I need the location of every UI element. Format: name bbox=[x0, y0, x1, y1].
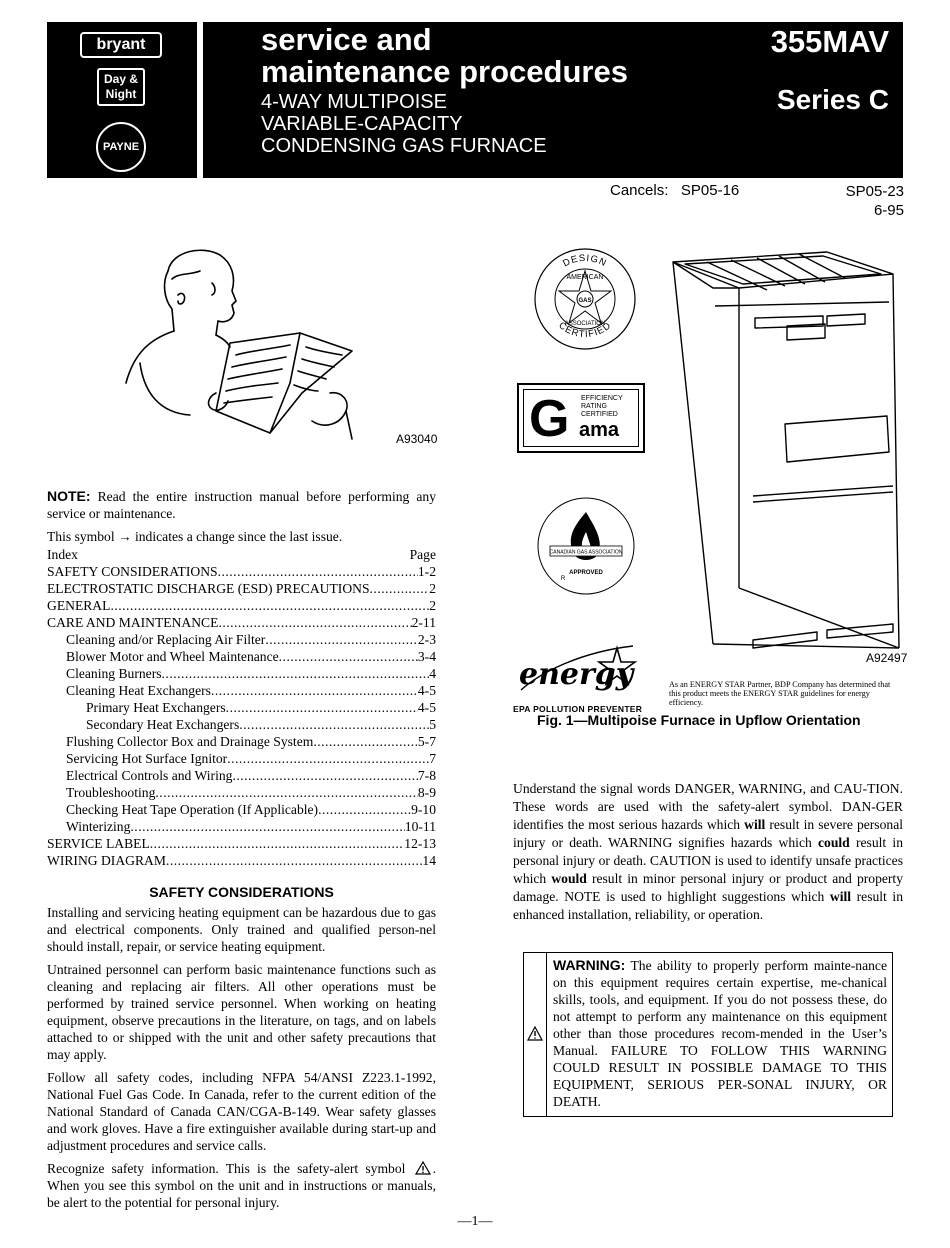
signal-text-5: result in enhanced installation, reliability, or operation. bbox=[513, 889, 903, 922]
svg-text:DESIGN bbox=[561, 253, 609, 269]
toc-entry bbox=[47, 699, 436, 716]
toc-entry-label: Cleaning Burners bbox=[66, 666, 162, 681]
toc-leader-dots bbox=[318, 801, 411, 818]
doc-number: SP05-23 bbox=[845, 183, 904, 200]
cancels-value: SP05-16 bbox=[680, 182, 740, 199]
toc-entry-page: 10-11 bbox=[404, 819, 436, 834]
toc-entry bbox=[47, 733, 436, 750]
energy-star-note: As an ENERGY STAR Partner, BDP Company has determined that this product meets the ENERGY STAR guidelines for energy efficiency. bbox=[669, 680, 891, 707]
gama-g-mark: G bbox=[529, 390, 570, 448]
gama-text bbox=[581, 395, 623, 419]
warning-label: WARNING: bbox=[553, 957, 626, 973]
furnace-illustration bbox=[667, 244, 903, 664]
warning-body: The ability to properly perform mainte-nance on this equipment requires certain expertise, me-chanical skills, tools, and equipment. If you do not possess these, do not attempt to perform any maintenance on this equipment other than those procedures recom-mended in the User’s Manual. FAILURE TO FOLLOW THIS WARNING COULD RESULT IN POSSIBLE DAMAGE TO THIS EQUIPMENT, SERIOUS PER-SONAL INJURY, OR DEATH. bbox=[553, 958, 887, 1109]
signal-text-3: result in personal injury or death. CAUTION is used to identify unsafe practices which bbox=[513, 835, 903, 886]
toc-leader-dots bbox=[155, 784, 417, 801]
toc-entry bbox=[47, 784, 436, 801]
toc-leader-dots bbox=[265, 631, 418, 648]
subtitle-line-3: CONDENSING GAS FURNACE bbox=[261, 135, 547, 157]
gama-line1: EFFICIENCY bbox=[581, 395, 623, 402]
toc-leader-dots bbox=[226, 699, 418, 716]
toc-entry-label: Primary Heat Exchangers bbox=[86, 700, 226, 715]
toc-entry-label: Winterizing bbox=[66, 819, 131, 834]
toc-entry-page: 7 bbox=[429, 751, 436, 766]
note-label: NOTE: bbox=[47, 488, 91, 504]
toc-entry-label: CARE AND MAINTENANCE bbox=[47, 615, 219, 630]
model-number: 355MAV bbox=[770, 24, 889, 59]
subtitle-line-1: 4-WAY MULTIPOISE bbox=[261, 91, 447, 113]
toc-entry-label: GENERAL bbox=[47, 598, 111, 613]
toc-entry-page: 12-13 bbox=[404, 836, 436, 851]
toc-entry-label: SAFETY CONSIDERATIONS bbox=[47, 564, 218, 579]
warning-text bbox=[553, 957, 887, 1110]
epa-pollution-preventer: EPA POLLUTION PREVENTER bbox=[513, 704, 643, 714]
toc-entry-page: 9-10 bbox=[411, 802, 436, 817]
toc-entry bbox=[47, 801, 436, 818]
safety-paragraph-4 bbox=[47, 1160, 436, 1211]
change-symbol-line: This symbol → indicates a change since the last issue. bbox=[47, 529, 343, 544]
toc-leader-dots bbox=[370, 580, 430, 597]
aga-seal-ring-top: AMERICAN bbox=[566, 274, 604, 281]
toc-entry-label: Servicing Hot Surface Ignitor bbox=[66, 751, 228, 766]
toc-entry bbox=[47, 631, 436, 648]
gama-word: ama bbox=[579, 419, 620, 441]
toc-entry-page: 4-5 bbox=[417, 683, 436, 698]
furnace-figure-code: A92497 bbox=[866, 651, 908, 665]
toc-entry-label: Electrical Controls and Wiring bbox=[66, 768, 233, 783]
signal-bold-1: will bbox=[744, 817, 766, 832]
title-banner bbox=[203, 22, 903, 178]
signal-text-1: Understand the signal words DANGER, WARNING, and CAU-TION. These words are used with the safety-alert symbol. DAN-GER identifies the most serious hazards which bbox=[513, 781, 903, 832]
energy-star-word: energy bbox=[519, 657, 634, 692]
toc-leader-dots bbox=[218, 563, 418, 580]
title-line-2: maintenance procedures bbox=[261, 54, 628, 89]
toc-leader-dots bbox=[218, 614, 411, 631]
bryant-logo: bryant bbox=[80, 32, 162, 58]
toc-entry-page: 1-2 bbox=[417, 564, 436, 579]
toc-entry-page: 8-9 bbox=[417, 785, 436, 800]
reader-figure-code: A93040 bbox=[396, 432, 438, 446]
toc-entry-label: Checking Heat Tape Operation (If Applicable) bbox=[66, 802, 319, 817]
safety-paragraph-3: Follow all safety codes, including NFPA 54/ANSI Z223.1-1992, National Fuel Gas Code. In Canada, refer to the current edition of the National Standard of Canada CAN/CGA-B-149. Wear safety glasses and work gloves. Have a fire extinguisher available during start-up and adjustment procedures and service calls. bbox=[47, 1070, 436, 1153]
aga-seal-center: GAS bbox=[578, 298, 592, 304]
safety-paragraph-2: Untrained personnel can perform basic maintenance functions such as cleaning and replacing air filters. All other operations must be performed by trained service personnel. When working on heating equipment, observe precautions in the literature, on tags, and on labels attached to or shipped with the unit and other safety precautions that may apply. bbox=[47, 962, 436, 1062]
toc-leader-dots bbox=[279, 648, 418, 665]
toc-entry bbox=[47, 665, 436, 682]
toc-leader-dots bbox=[227, 750, 429, 767]
toc-leader-dots bbox=[130, 818, 404, 835]
note-text: Read the entire instruction manual before performing any service or maintenance. bbox=[47, 489, 436, 521]
page-number: —1— bbox=[457, 1214, 493, 1229]
note-block bbox=[47, 488, 436, 545]
gama-line3: CERTIFIED bbox=[581, 411, 618, 418]
toc-entry-page: 5 bbox=[429, 717, 436, 732]
cga-approved-seal bbox=[536, 496, 636, 596]
toc-entry-label: Cleaning and/or Replacing Air Filter bbox=[66, 632, 266, 647]
toc-entry bbox=[47, 648, 436, 665]
cga-reg-mark: R bbox=[560, 576, 566, 582]
toc-entry bbox=[47, 716, 436, 733]
signal-bold-3: would bbox=[551, 871, 587, 886]
safety-p4-start: Recognize safety information. This is the safety-alert symbol bbox=[47, 1161, 406, 1176]
figure-caption: Fig. 1—Multipoise Furnace in Upflow Orientation bbox=[537, 712, 861, 728]
title-line-1: service and bbox=[261, 22, 432, 57]
cancels-line bbox=[610, 182, 739, 199]
safety-section bbox=[47, 904, 436, 1211]
warning-alert-icon bbox=[527, 1026, 543, 1041]
toc-entry-page: 3-4 bbox=[417, 649, 436, 664]
gama-logo bbox=[517, 383, 645, 453]
signal-words-paragraph bbox=[513, 780, 903, 924]
signal-bold-4: will bbox=[829, 889, 852, 904]
toc-leader-dots bbox=[313, 733, 418, 750]
cga-ring-text: CANADIAN GAS ASSOCIATION bbox=[549, 549, 623, 556]
toc-entry-page: 5-7 bbox=[417, 734, 436, 749]
day-night-line2: Night bbox=[105, 87, 137, 101]
toc-entry-label: SERVICE LABEL bbox=[47, 836, 150, 851]
safety-alert-icon bbox=[415, 1161, 431, 1175]
series-label: Series C bbox=[776, 84, 889, 115]
day-night-line1: Day & bbox=[103, 72, 138, 86]
signal-text-2: result in severe personal injury or death. WARNING signifies hazards which bbox=[513, 817, 904, 850]
safety-heading: SAFETY CONSIDERATIONS bbox=[149, 884, 334, 900]
toc-entry-label: Troubleshooting bbox=[66, 785, 156, 800]
toc-leader-dots bbox=[232, 767, 417, 784]
signal-text-4: result in minor personal injury or product and property damage. NOTE is used to highlight suggestions which bbox=[513, 871, 903, 904]
toc-entry-page: 7-8 bbox=[417, 768, 436, 783]
toc-entry bbox=[47, 835, 436, 852]
table-of-contents bbox=[47, 546, 436, 869]
toc-entry-page: 4 bbox=[429, 666, 436, 681]
safety-paragraph-1: Installing and servicing heating equipment can be hazardous due to gas and electrical components. Only trained and qualified person-nel should install, repair, or service heating equipment. bbox=[47, 905, 436, 954]
warning-box bbox=[523, 952, 893, 1117]
toc-leader-dots bbox=[110, 597, 429, 614]
aga-seal-bottom: CERTIFIED bbox=[556, 319, 614, 341]
warning-icon-cell bbox=[524, 953, 547, 1116]
man-reading-illustration bbox=[120, 243, 360, 453]
toc-entry bbox=[47, 563, 436, 580]
toc-entry bbox=[47, 614, 436, 631]
payne-logo: PAYNE bbox=[96, 122, 146, 172]
safety-p4-end: . When you see this symbol on the unit and in instructions or manuals, be alert to the potential for personal injury. bbox=[47, 1161, 437, 1210]
toc-entry-page: 2-11 bbox=[411, 615, 436, 630]
aga-seal-top: DESIGN bbox=[561, 252, 609, 270]
subtitle-line-2: VARIABLE-CAPACITY bbox=[261, 113, 463, 135]
toc-leader-dots bbox=[239, 716, 429, 733]
toc-page-label: Page bbox=[409, 547, 436, 562]
brand-logo-panel bbox=[47, 22, 197, 178]
doc-date: 6-95 bbox=[873, 202, 904, 219]
toc-entry-page: 2 bbox=[429, 598, 436, 613]
aga-seal-ring-bottom: ASSOCIATION bbox=[564, 321, 606, 327]
toc-index-label: Index bbox=[47, 547, 78, 562]
toc-entry bbox=[47, 767, 436, 784]
signal-bold-2: could bbox=[818, 835, 850, 850]
cancels-label: Cancels: bbox=[610, 182, 669, 199]
toc-entry-label: ELECTROSTATIC DISCHARGE (ESD) PRECAUTIONS bbox=[47, 581, 370, 596]
toc-leader-dots bbox=[166, 852, 422, 869]
energy-star-logo bbox=[511, 632, 641, 704]
day-night-logo bbox=[97, 68, 145, 106]
toc-entry bbox=[47, 852, 436, 869]
toc-entry bbox=[47, 682, 436, 699]
cga-approved-text: APPROVED bbox=[569, 570, 603, 576]
toc-entry-page: 2-3 bbox=[417, 632, 436, 647]
toc-entry-label: Secondary Heat Exchangers bbox=[86, 717, 240, 732]
toc-leader-dots bbox=[211, 682, 418, 699]
toc-entry-label: WIRING DIAGRAM bbox=[47, 853, 166, 868]
document-number bbox=[846, 182, 904, 220]
toc-entry-label: Flushing Collector Box and Drainage System bbox=[66, 734, 314, 749]
toc-header bbox=[47, 546, 436, 563]
toc-leader-dots bbox=[150, 835, 405, 852]
toc-entry bbox=[47, 580, 436, 597]
gama-line2: RATING bbox=[581, 403, 607, 410]
toc-entry bbox=[47, 750, 436, 767]
toc-entry-page: 4-5 bbox=[417, 700, 436, 715]
toc-list bbox=[47, 563, 436, 869]
toc-entry-page: 14 bbox=[422, 853, 436, 868]
toc-entry-label: Blower Motor and Wheel Maintenance bbox=[66, 649, 279, 664]
toc-leader-dots bbox=[162, 665, 430, 682]
toc-entry bbox=[47, 818, 436, 835]
toc-entry-label: Cleaning Heat Exchangers bbox=[66, 683, 211, 698]
toc-entry bbox=[47, 597, 436, 614]
aga-certified-seal bbox=[533, 247, 637, 351]
toc-entry-page: 2 bbox=[429, 581, 436, 596]
